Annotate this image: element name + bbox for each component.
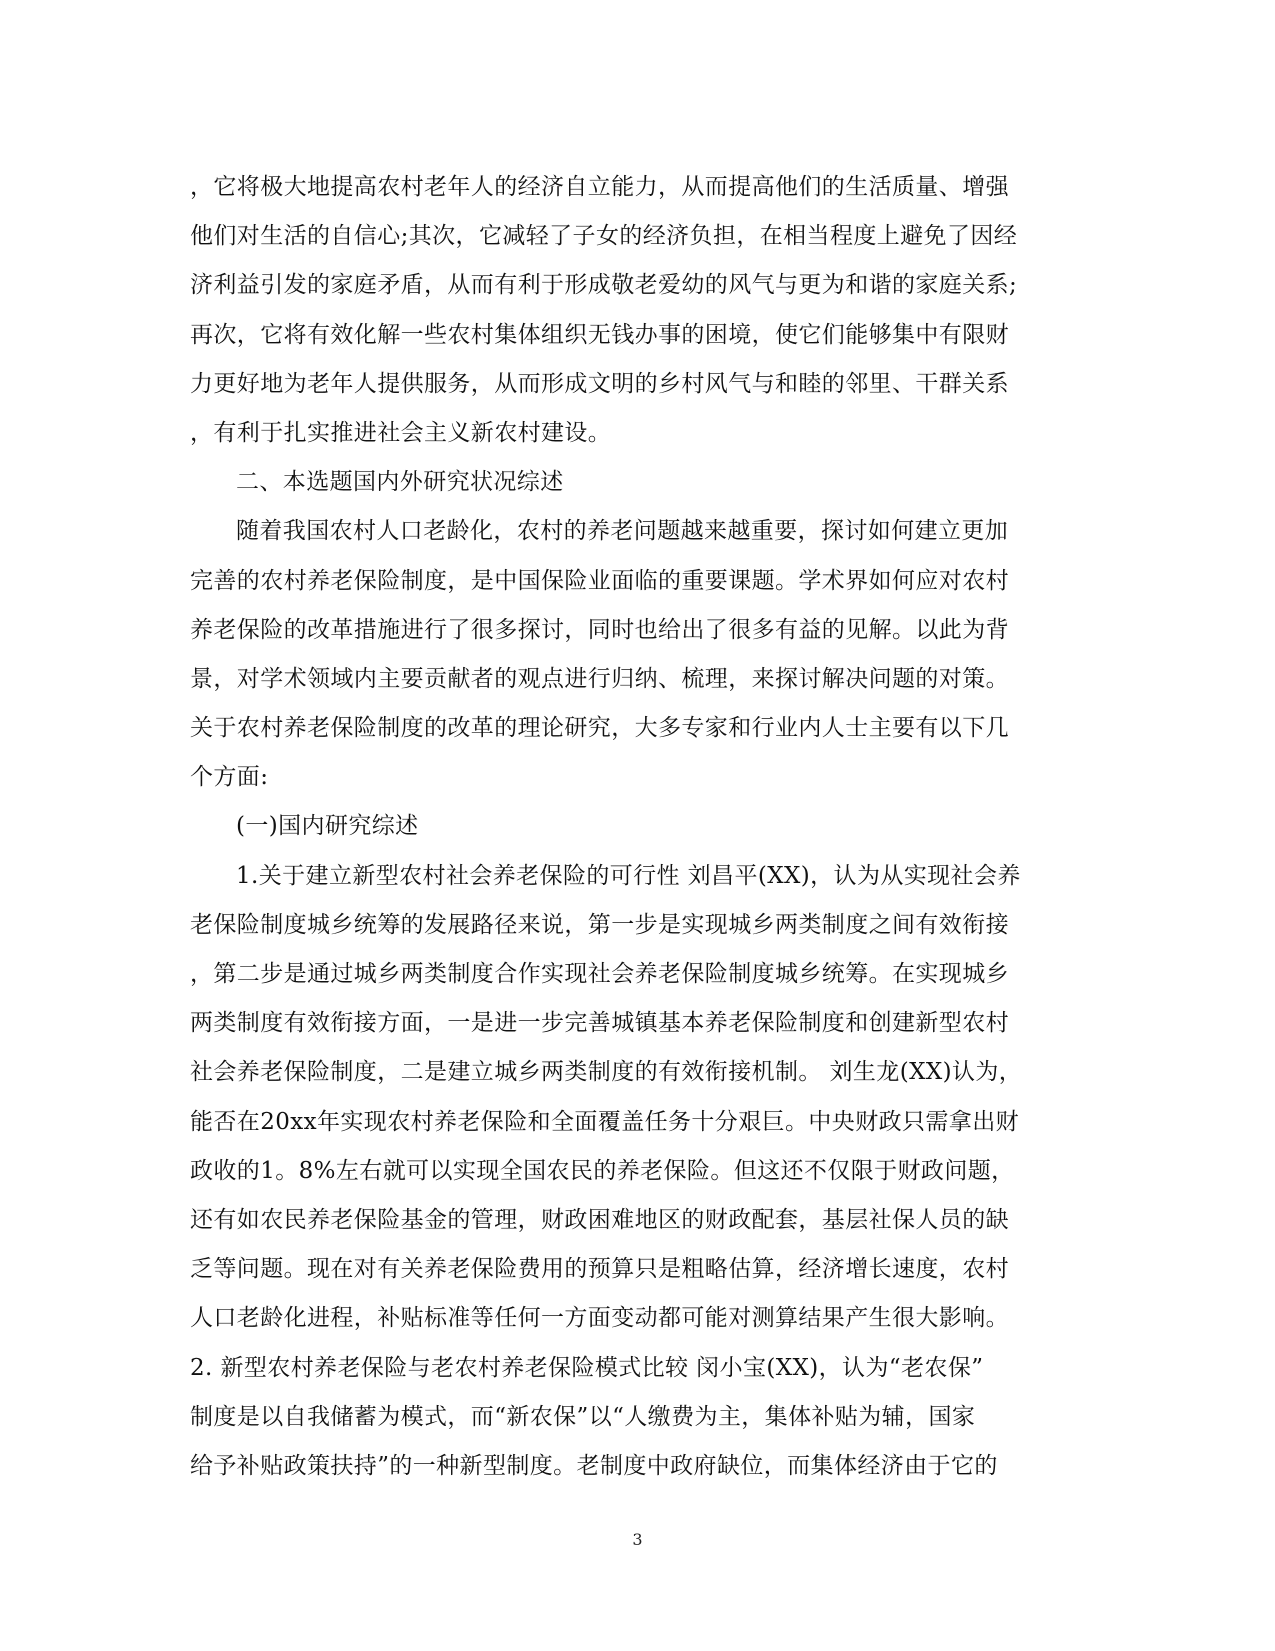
text-line: 再次，它将有效化解一些农村集体组织无钱办事的困境，使它们能够集中有限财 xyxy=(190,321,1009,348)
text-line: 政收的1。8%左右就可以实现全国农民的养老保险。但这还不仅限于财政问题， xyxy=(190,1157,1015,1184)
text-line: 老保险制度城乡统筹的发展路径来说，第一步是实现城乡两类制度之间有效衔接 xyxy=(190,911,1009,938)
text-line: ，它将极大地提高农村老年人的经济自立能力，从而提高他们的生活质量、增强 xyxy=(190,174,1009,200)
text-line: 1.关于建立新型农村社会养老保险的可行性 刘昌平(XX)，认为从实现社会养 xyxy=(236,862,1021,889)
text-line: 乏等问题。现在对有关养老保险费用的预算只是粗略估算，经济增长速度，农村 xyxy=(190,1256,1009,1283)
text-line: 个方面: xyxy=(190,764,269,791)
text-line: 社会养老保险制度，二是建立城乡两类制度的有效衔接机制。 刘生龙(XX)认为， xyxy=(190,1059,1023,1086)
text-line: 随着我国农村人口老龄化，农村的养老问题越来越重要，探讨如何建立更加 xyxy=(236,518,1009,545)
text-line: ，第二步是通过城乡两类制度合作实现社会养老保险制度城乡统筹。在实现城乡 xyxy=(190,961,1009,987)
text-line: ，有利于扎实推进社会主义新农村建设。 xyxy=(190,419,612,446)
subsection-heading: (一)国内研究综述 xyxy=(236,813,419,840)
text-line: 他们对生活的自信心;其次，它减轻了子女的经济负担，在相当程度上避免了因经 xyxy=(190,223,1018,250)
text-line: 关于农村养老保险制度的改革的理论研究，大多专家和行业内人士主要有以下几 xyxy=(190,715,1009,742)
text-line: 养老保险的改革措施进行了很多探讨，同时也给出了很多有益的见解。以此为背 xyxy=(190,616,1009,643)
text-line: 还有如农民养老保险基金的管理，财政困难地区的财政配套，基层社保人员的缺 xyxy=(190,1206,1009,1233)
body-text xyxy=(190,163,1085,1491)
text-line: 人口老龄化进程，补贴标准等任何一方面变动都可能对测算结果产生很大影响。 xyxy=(190,1305,1009,1332)
text-line: 济利益引发的家庭矛盾，从而有利于形成敬老爱幼的风气与更为和谐的家庭关系; xyxy=(190,272,1018,299)
text-line: 完善的农村养老保险制度，是中国保险业面临的重要课题。学术界如何应对农村 xyxy=(190,567,1009,594)
section-heading: 二、本选题国内外研究状况综述 xyxy=(236,469,564,496)
page-number: 3 xyxy=(632,1530,643,1549)
text-line: 力更好地为老年人提供服务，从而形成文明的乡村风气与和睦的邻里、干群关系 xyxy=(190,370,1009,397)
text-line: 景，对学术领域内主要贡献者的观点进行归纳、梳理，来探讨解决问题的对策。 xyxy=(190,665,1009,692)
text-line: 能否在20xx年实现农村养老保险和全面覆盖任务十分艰巨。中央财政只需拿出财 xyxy=(190,1108,1020,1135)
text-line: 两类制度有效衔接方面，一是进一步完善城镇基本养老保险制度和创建新型农村 xyxy=(190,1010,1009,1037)
text-line: 给予补贴政策扶持”的一种新型制度。老制度中政府缺位，而集体经济由于它的 xyxy=(190,1452,998,1479)
text-line: 2. 新型农村养老保险与老农村养老保险模式比较 闵小宝(XX)，认为“老农保” xyxy=(190,1354,984,1381)
text-line: 制度是以自我储蓄为模式，而“新农保”以“人缴费为主，集体补贴为辅，国家 xyxy=(190,1403,976,1430)
